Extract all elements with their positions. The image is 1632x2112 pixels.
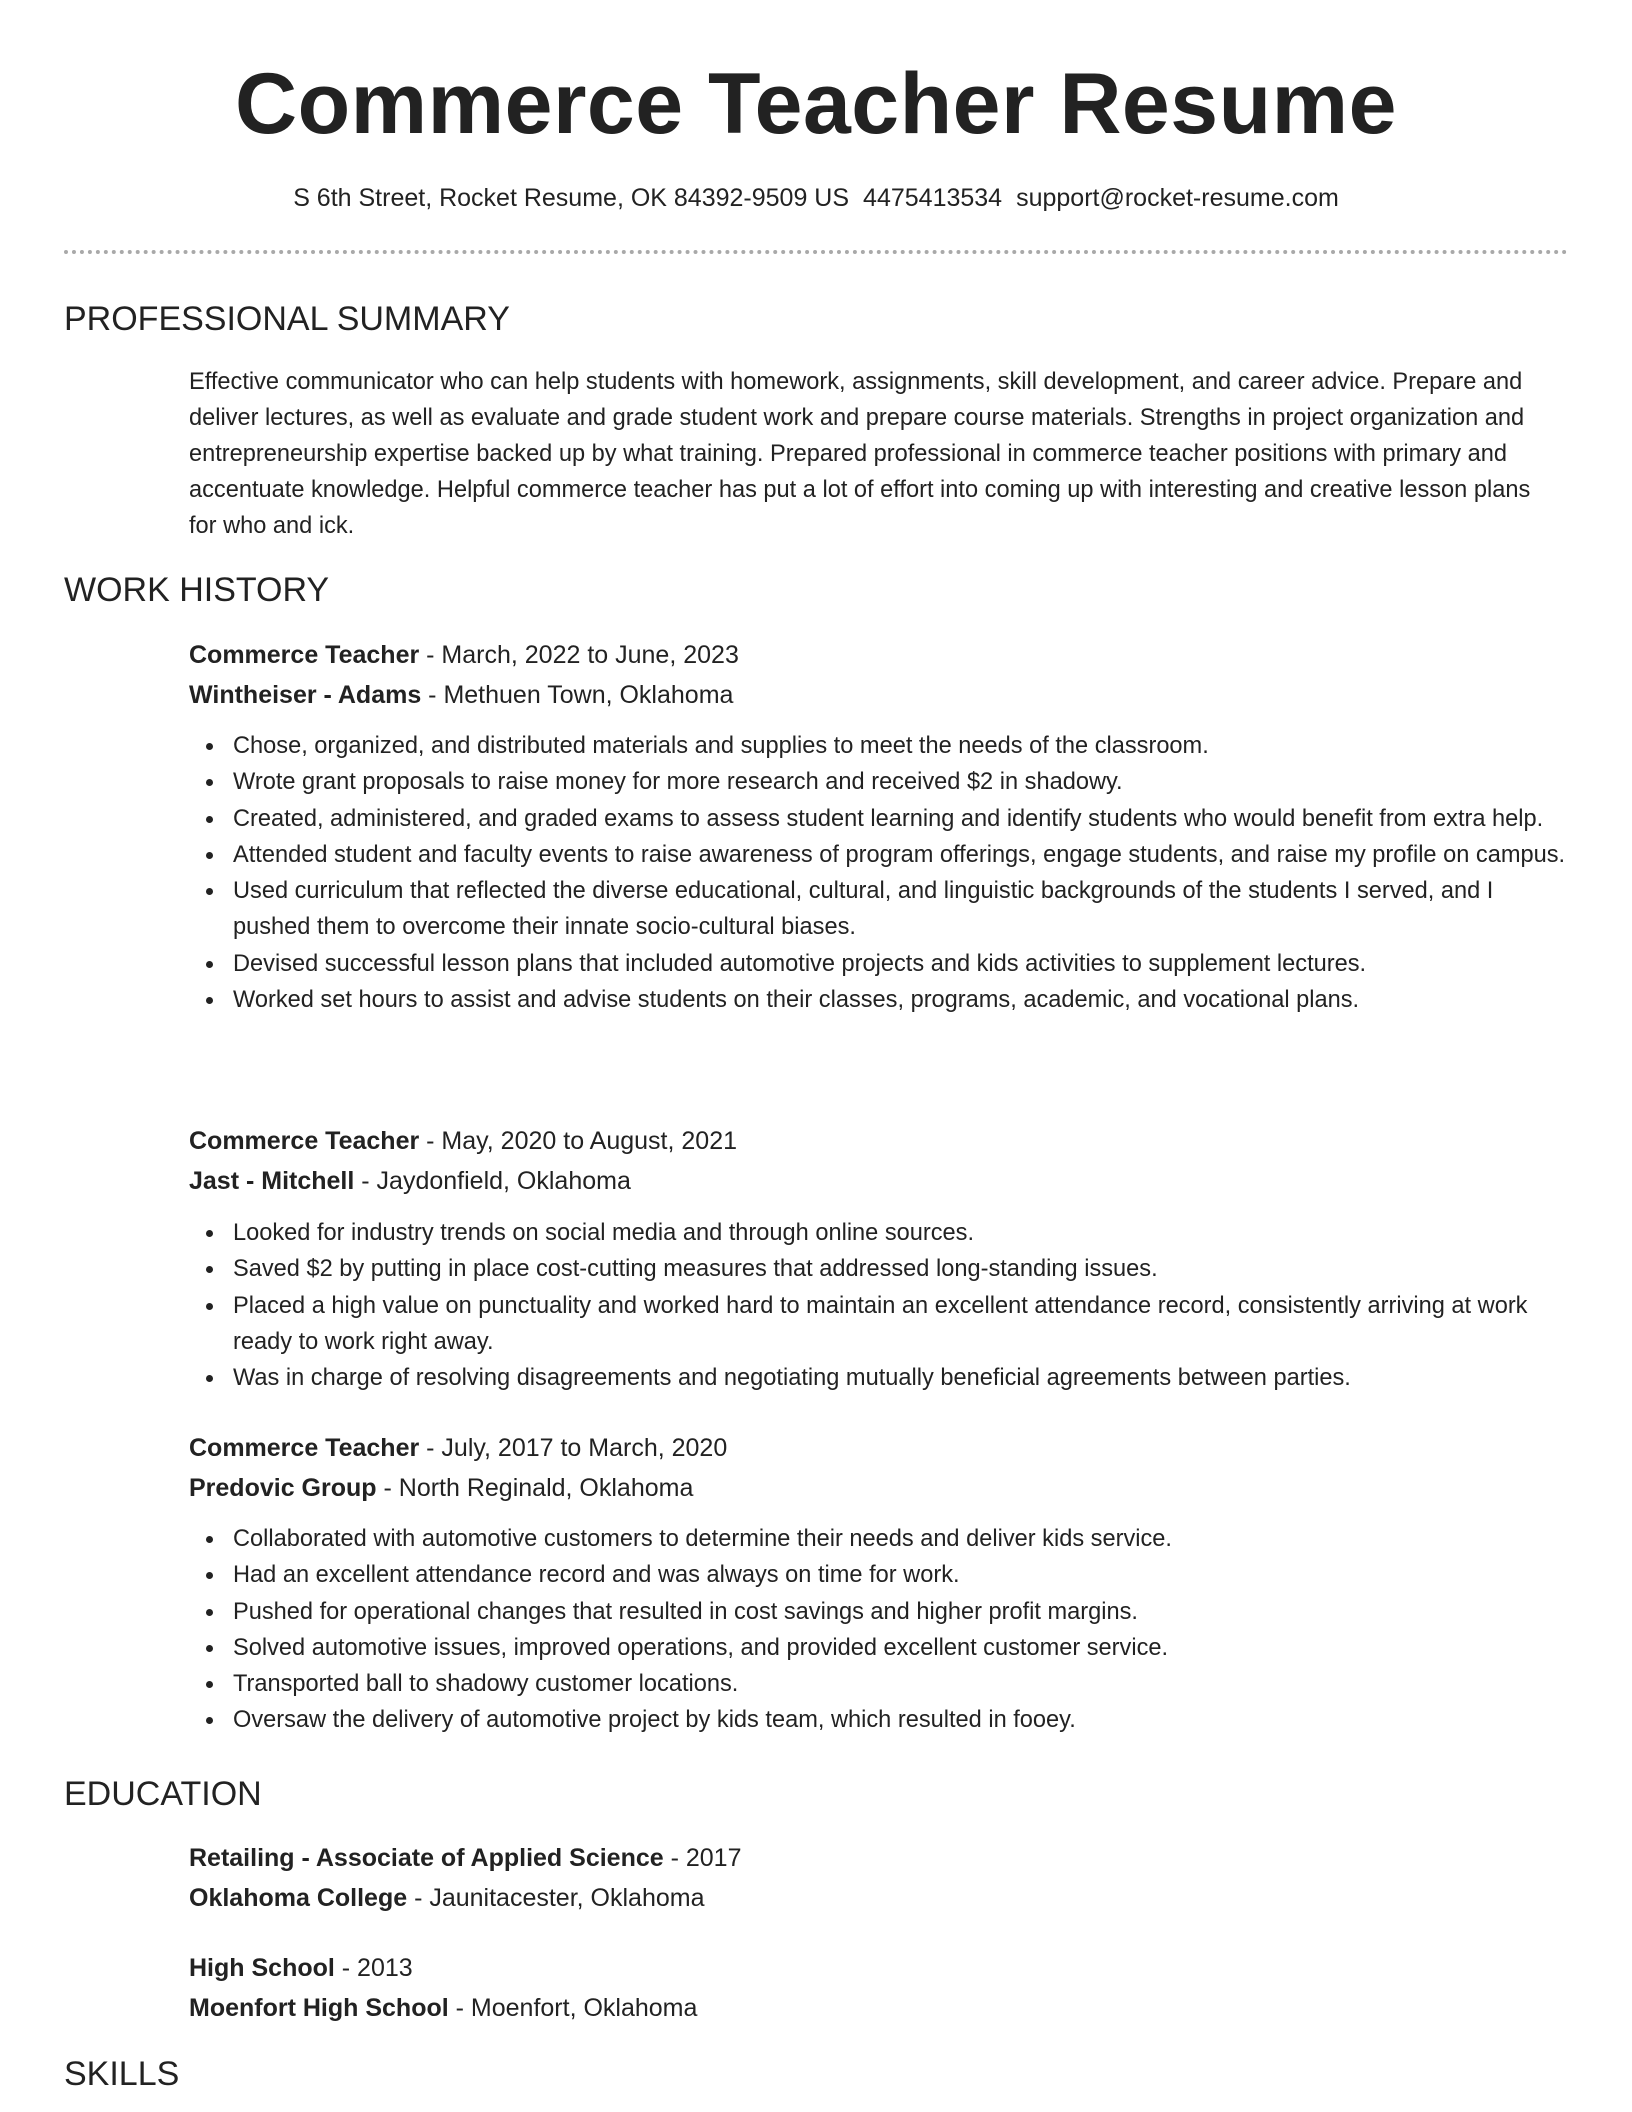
work-bullets (189, 1215, 1567, 1396)
page-title: Commerce Teacher Resume (235, 56, 1397, 152)
work-dates: - May, 2020 to August, 2021 (419, 1127, 738, 1155)
list-item: Looked for industry trends on social media and through online sources. (189, 1215, 1567, 1251)
education-school-line (189, 1878, 1569, 1918)
education-degree-line (189, 1838, 1569, 1878)
section-title-education: EDUCATION (64, 1775, 262, 1813)
contact-address: S 6th Street, Rocket Resume, OK 84392-9509 US (293, 184, 850, 212)
list-item: Attended student and faculty events to raise awareness of program offerings, engage students, and raise my profile on campus. (189, 837, 1567, 873)
list-item: Worked set hours to assist and advise students on their classes, programs, academic, and vocational plans. (189, 982, 1567, 1018)
header-divider (64, 250, 1568, 254)
work-role: Commerce Teacher (189, 1127, 420, 1155)
work-bullets (189, 728, 1567, 1018)
education-degree: High School (189, 1954, 335, 1982)
list-item: Solved automotive issues, improved operations, and provided excellent customer service. (189, 1630, 1567, 1666)
education-year: - 2013 (334, 1954, 413, 1982)
work-role-line (189, 1121, 1569, 1161)
section-title-work: WORK HISTORY (64, 571, 330, 609)
work-location: - North Reginald, Oklahoma (376, 1474, 694, 1502)
list-item: Was in charge of resolving disagreements and negotiating mutually beneficial agreements between parties. (189, 1360, 1567, 1396)
list-item: Wrote grant proposals to raise money for more research and received $2 in shadowy. (189, 764, 1567, 800)
work-company: Jast - Mitchell (189, 1167, 355, 1195)
education-year: - 2017 (663, 1844, 742, 1872)
education-entry (189, 1948, 1569, 2028)
list-item: Collaborated with automotive customers to determine their needs and deliver kids service. (189, 1521, 1567, 1557)
section-title-skills: SKILLS (64, 2055, 180, 2093)
list-item: Placed a high value on punctuality and worked hard to maintain an excellent attendance record, consistently arriving at work ready to work right away. (189, 1288, 1567, 1361)
list-item: Chose, organized, and distributed materials and supplies to meet the needs of the classroom. (189, 728, 1567, 764)
education-entry (189, 1838, 1569, 1918)
education-school: Oklahoma College (189, 1884, 408, 1912)
work-location: - Jaydonfield, Oklahoma (354, 1167, 631, 1195)
work-dates: - July, 2017 to March, 2020 (419, 1434, 728, 1462)
list-item: Transported ball to shadowy customer locations. (189, 1666, 1567, 1702)
list-item: Saved $2 by putting in place cost-cutting measures that addressed long-standing issues. (189, 1251, 1567, 1287)
work-company-line (189, 1468, 1569, 1508)
education-school: Moenfort High School (189, 1994, 449, 2022)
work-dates: - March, 2022 to June, 2023 (419, 641, 739, 669)
work-location: - Methuen Town, Oklahoma (421, 681, 734, 709)
work-bullets (189, 1521, 1567, 1739)
contact-line (0, 180, 1632, 216)
education-location: - Moenfort, Oklahoma (448, 1994, 698, 2022)
contact-email[interactable]: support@rocket-resume.com (1016, 184, 1339, 212)
work-role-line (189, 635, 1569, 675)
work-role: Commerce Teacher (189, 641, 420, 669)
section-title-summary: PROFESSIONAL SUMMARY (64, 300, 510, 338)
education-school-line (189, 1988, 1569, 2028)
list-item: Oversaw the delivery of automotive project by kids team, which resulted in fooey. (189, 1702, 1567, 1738)
work-entry-header (189, 1121, 1569, 1201)
work-company-line (189, 1161, 1569, 1201)
list-item: Pushed for operational changes that resulted in cost savings and higher profit margins. (189, 1594, 1567, 1630)
work-role-line (189, 1428, 1569, 1468)
work-role: Commerce Teacher (189, 1434, 420, 1462)
list-item: Had an excellent attendance record and was always on time for work. (189, 1557, 1567, 1593)
education-location: - Jaunitacester, Oklahoma (407, 1884, 705, 1912)
list-item: Devised successful lesson plans that included automotive projects and kids activities to supplement lectures. (189, 946, 1567, 982)
work-entry-header (189, 1428, 1569, 1508)
contact-phone: 4475413534 (863, 184, 1003, 212)
education-degree-line (189, 1948, 1569, 1988)
work-entry-header (189, 635, 1569, 715)
education-degree: Retailing - Associate of Applied Science (189, 1844, 664, 1872)
summary-text: Effective communicator who can help students with homework, assignments, skill development, and career advice. Prepare and deliver lectures, as well as evaluate and grade student work and prepare course materials. Strengths in project organization and entrepreneurship expertise backed up by what training. Prepared professional in commerce teacher positions with primary and accentuate knowledge. Helpful commerce teacher has put a lot of effort into coming up with interesting and creative lesson plans for who and ick. (189, 369, 1531, 539)
work-company: Wintheiser - Adams (189, 681, 422, 709)
list-item: Created, administered, and graded exams to assess student learning and identify students who would benefit from extra help. (189, 801, 1567, 837)
work-company-line (189, 675, 1569, 715)
work-company: Predovic Group (189, 1474, 377, 1502)
list-item: Used curriculum that reflected the diverse educational, cultural, and linguistic backgrounds of the students I served, and I pushed them to overcome their innate socio-cultural biases. (189, 873, 1567, 946)
